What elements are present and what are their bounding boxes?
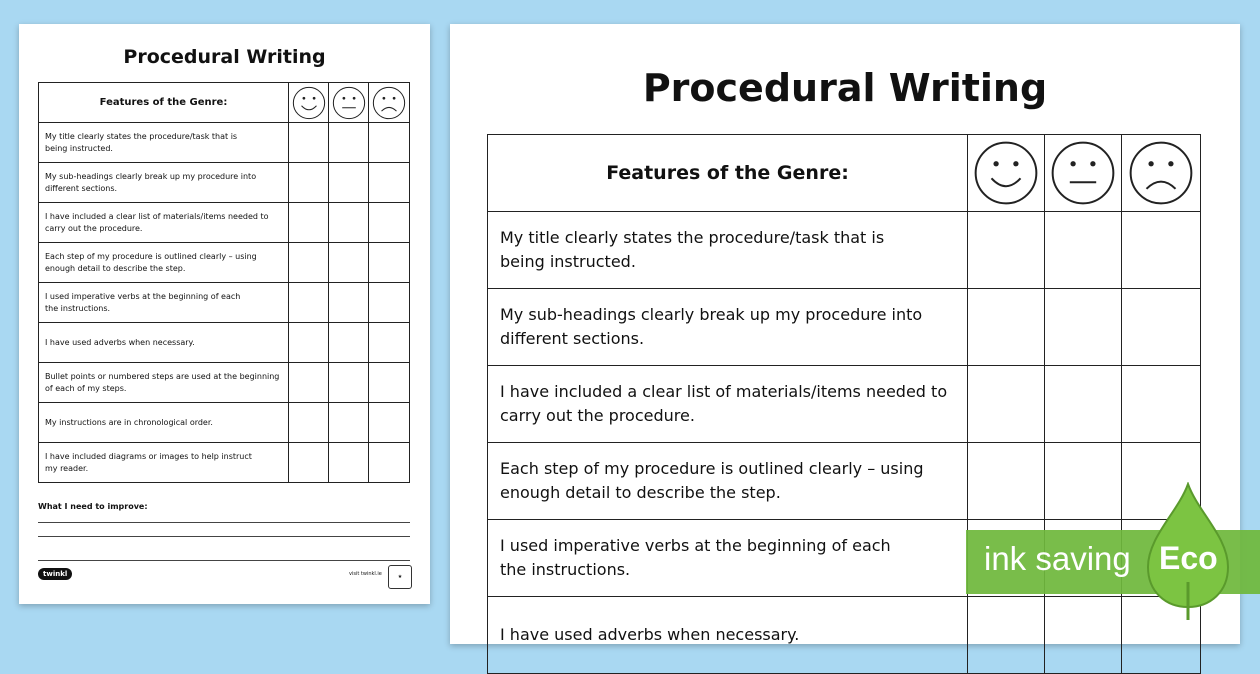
rating-checkbox-cell[interactable] [329, 283, 369, 323]
criterion-text [39, 283, 289, 323]
rating-checkbox-cell[interactable] [289, 443, 329, 483]
criterion-text [39, 123, 289, 163]
rating-checkbox-cell[interactable] [1122, 212, 1201, 289]
table-header-row [488, 135, 1201, 212]
criterion-text [39, 163, 289, 203]
criterion-line: My sub-headings clearly break up my procedure into [500, 305, 923, 324]
sad-face-icon [372, 86, 406, 120]
criterion-line: I have included diagrams or images to help instruct [45, 451, 252, 461]
criterion-text [39, 203, 289, 243]
rating-checkbox-cell[interactable] [369, 203, 410, 243]
rating-checkbox-cell[interactable] [289, 243, 329, 283]
rating-checkbox-cell[interactable] [329, 363, 369, 403]
table-row [488, 289, 1201, 366]
rating-checkbox-cell[interactable] [289, 123, 329, 163]
criterion-line: the instructions. [45, 303, 111, 313]
criterion-line: my reader. [45, 463, 89, 473]
ink-saving-banner [966, 482, 1260, 622]
criterion-line: I have used adverbs when necessary. [45, 337, 195, 347]
rating-checkbox-cell[interactable] [289, 283, 329, 323]
rating-checkbox-cell[interactable] [1122, 289, 1201, 366]
features-header: Features of the Genre: [488, 135, 968, 212]
table-header-row [39, 83, 410, 123]
rating-checkbox-cell[interactable] [329, 203, 369, 243]
rating-checkbox-cell[interactable] [329, 323, 369, 363]
eco-label: Eco [1159, 540, 1218, 576]
rating-checkbox-cell[interactable] [968, 212, 1045, 289]
neutral-face-icon [332, 86, 366, 120]
rating-checkbox-cell[interactable] [289, 403, 329, 443]
criterion-line: different sections. [45, 183, 118, 193]
criterion-line: My instructions are in chronological order. [45, 417, 213, 427]
criterion-line: I used imperative verbs at the beginning of each [45, 291, 241, 301]
rating-checkbox-cell[interactable] [369, 123, 410, 163]
criterion-text [488, 443, 968, 520]
criterion-line: enough detail to describe the step. [45, 263, 186, 273]
criterion-line: I used imperative verbs at the beginning of each [500, 536, 891, 555]
table-row [39, 403, 410, 443]
rating-checkbox-cell[interactable] [289, 323, 329, 363]
criterion-line: different sections. [500, 329, 645, 348]
criterion-line: I have included a clear list of materials/items needed to [500, 382, 948, 401]
criterion-line: I have used adverbs when necessary. [500, 625, 800, 644]
criterion-text [39, 443, 289, 483]
criterion-line: enough detail to describe the step. [500, 483, 781, 502]
improve-line [38, 536, 410, 537]
criterion-line: I have included a clear list of materials/items needed to [45, 211, 269, 221]
rating-checkbox-cell[interactable] [329, 123, 369, 163]
rating-checkbox-cell[interactable] [369, 323, 410, 363]
rating-checkbox-cell[interactable] [329, 243, 369, 283]
rating-checkbox-cell[interactable] [369, 283, 410, 323]
criterion-line: Each step of my procedure is outlined clearly – using [45, 251, 257, 261]
neutral-face-icon [1050, 140, 1116, 206]
thumbnail-checklist-table [38, 82, 410, 483]
table-row [39, 243, 410, 283]
face-header-cell [1045, 135, 1122, 212]
face-header-cell [1122, 135, 1201, 212]
rating-checkbox-cell[interactable] [289, 203, 329, 243]
face-header-cell [968, 135, 1045, 212]
rating-checkbox-cell[interactable] [1045, 366, 1122, 443]
rating-checkbox-cell[interactable] [369, 403, 410, 443]
criterion-text [488, 289, 968, 366]
face-header-cell [369, 83, 410, 123]
criterion-line: carry out the procedure. [45, 223, 143, 233]
footer-badge-icon: ★ [388, 565, 412, 589]
criterion-text [39, 243, 289, 283]
criterion-line: the instructions. [500, 560, 631, 579]
criterion-line: Bullet points or numbered steps are used at the beginning [45, 371, 280, 381]
sad-face-icon [1128, 140, 1194, 206]
criterion-text [39, 323, 289, 363]
smiley-face-icon [973, 140, 1039, 206]
twinkl-logo: twinkl [38, 568, 72, 580]
table-row [39, 283, 410, 323]
table-row [39, 443, 410, 483]
criterion-line: being instructed. [500, 252, 636, 271]
face-header-cell [329, 83, 369, 123]
thumbnail-page [19, 24, 430, 604]
ink-saving-label: ink saving [984, 540, 1131, 577]
rating-checkbox-cell[interactable] [329, 163, 369, 203]
improve-label: What I need to improve: [38, 502, 148, 511]
page-title: Procedural Writing [642, 66, 1048, 110]
criterion-line: of each of my steps. [45, 383, 127, 393]
rating-checkbox-cell[interactable] [369, 443, 410, 483]
rating-checkbox-cell[interactable] [1045, 289, 1122, 366]
criterion-line: being instructed. [45, 143, 113, 153]
criterion-text [488, 597, 968, 674]
table-row [39, 123, 410, 163]
criterion-line: My sub-headings clearly break up my procedure into [45, 171, 257, 181]
footer-divider [38, 560, 410, 561]
rating-checkbox-cell[interactable] [369, 163, 410, 203]
rating-checkbox-cell[interactable] [1045, 212, 1122, 289]
rating-checkbox-cell[interactable] [289, 363, 329, 403]
criterion-text [488, 212, 968, 289]
rating-checkbox-cell[interactable] [369, 243, 410, 283]
table-row [39, 203, 410, 243]
rating-checkbox-cell[interactable] [369, 363, 410, 403]
rating-checkbox-cell[interactable] [1122, 366, 1201, 443]
criterion-line: Each step of my procedure is outlined clearly – using [500, 459, 924, 478]
rating-checkbox-cell[interactable] [968, 289, 1045, 366]
face-header-cell [289, 83, 329, 123]
criterion-line: My title clearly states the procedure/task that is [45, 131, 238, 141]
criterion-text [39, 363, 289, 403]
features-header: Features of the Genre: [39, 83, 289, 123]
smiley-face-icon [292, 86, 326, 120]
criterion-line: carry out the procedure. [500, 406, 695, 425]
table-row [488, 366, 1201, 443]
table-row [488, 212, 1201, 289]
criterion-text [488, 366, 968, 443]
table-row [39, 323, 410, 363]
improve-line [38, 522, 410, 523]
criterion-line: My title clearly states the procedure/task that is [500, 228, 885, 247]
rating-checkbox-cell[interactable] [968, 366, 1045, 443]
criterion-text [488, 520, 968, 597]
criterion-text [39, 403, 289, 443]
rating-checkbox-cell[interactable] [329, 443, 369, 483]
footer-url: visit twinkl.ie [349, 571, 382, 577]
thumbnail-title: Procedural Writing [123, 46, 326, 68]
rating-checkbox-cell[interactable] [329, 403, 369, 443]
table-row [39, 363, 410, 403]
table-row [39, 163, 410, 203]
rating-checkbox-cell[interactable] [289, 163, 329, 203]
